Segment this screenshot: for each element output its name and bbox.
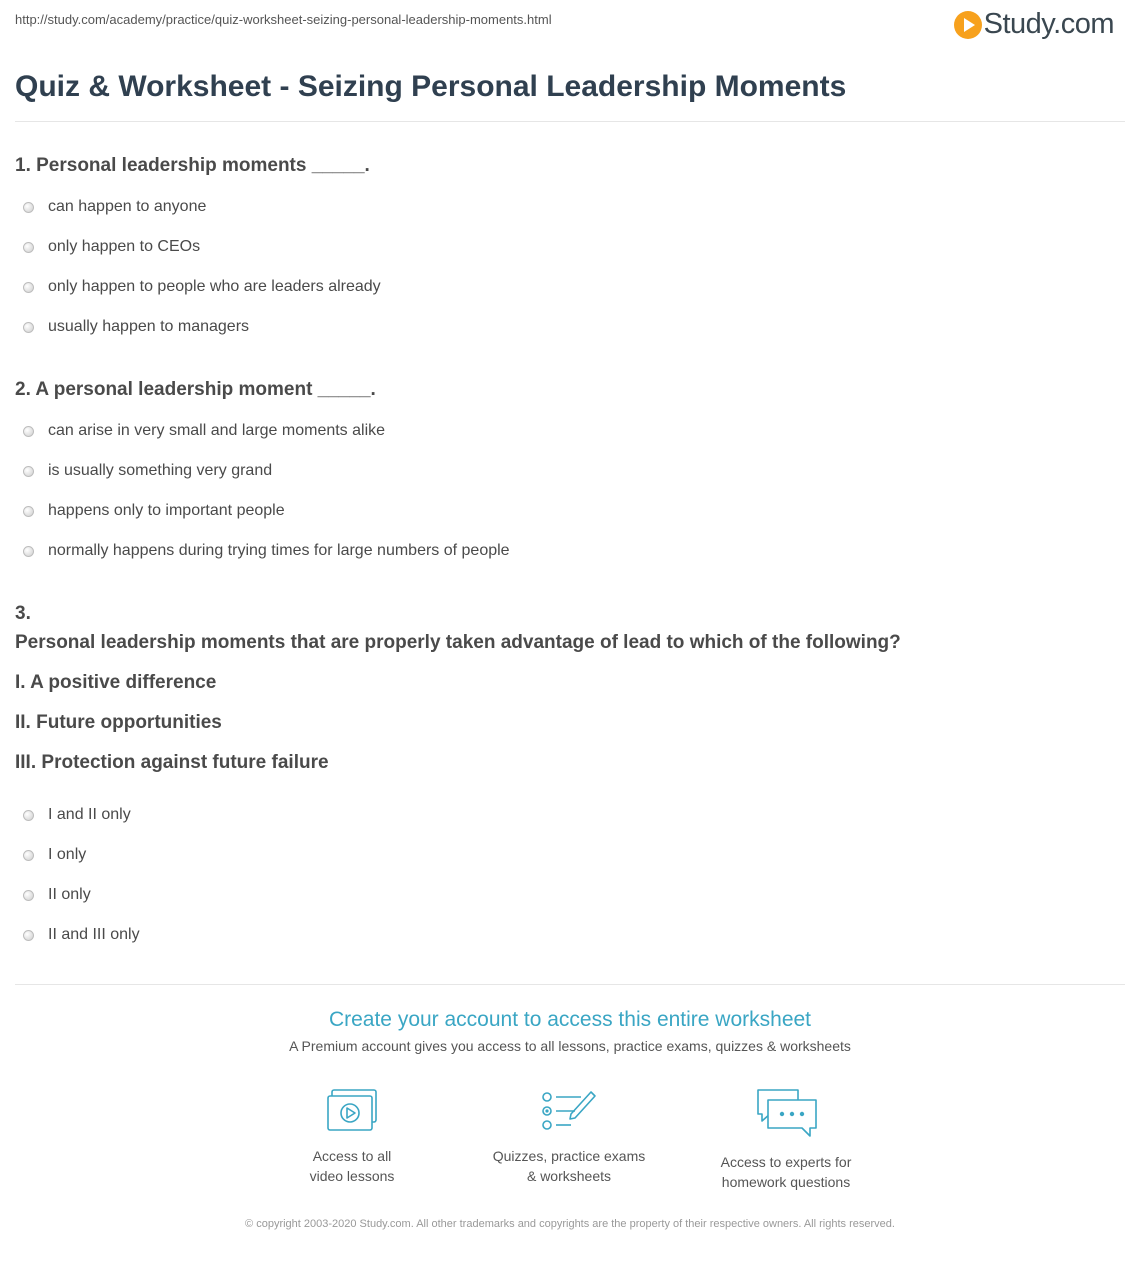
answer-option[interactable]: [23, 806, 131, 824]
radio-button[interactable]: [23, 426, 34, 437]
radio-button[interactable]: [23, 546, 34, 557]
page-url: http://study.com/academy/practice/quiz-worksheet-seizing-personal-leadership-moments.html: [15, 12, 552, 27]
chat-bubbles-icon: [754, 1088, 818, 1140]
radio-button[interactable]: [23, 282, 34, 293]
option-label: can happen to anyone: [48, 198, 207, 215]
option-label: only happen to people who are leaders already: [48, 278, 381, 295]
answer-option[interactable]: [23, 278, 381, 296]
option-label: I only: [48, 846, 87, 863]
radio-button[interactable]: [23, 506, 34, 517]
answer-option[interactable]: [23, 926, 140, 944]
feature-label-line: video lessons: [309, 1168, 395, 1184]
radio-button[interactable]: [23, 890, 34, 901]
page-title: Quiz & Worksheet - Seizing Personal Leadership Moments: [15, 70, 847, 103]
create-account-link[interactable]: Create your account to access this entire worksheet: [328, 1008, 812, 1031]
question-3-statement: III. Protection against future failure: [15, 752, 329, 773]
answer-option[interactable]: [23, 886, 91, 904]
question-1-text: 1. Personal leadership moments _____.: [15, 155, 370, 176]
question-2-text: 2. A personal leadership moment _____.: [15, 379, 376, 400]
radio-button[interactable]: [23, 322, 34, 333]
feature-label-line: & worksheets: [526, 1168, 612, 1184]
feature-experts: [686, 1088, 886, 1192]
radio-button[interactable]: [23, 466, 34, 477]
video-lessons-icon: [326, 1088, 378, 1134]
question-3-number: 3.: [15, 603, 31, 624]
play-logo-icon: [954, 11, 982, 39]
answer-option[interactable]: [23, 462, 272, 480]
question-3-statement: I. A positive difference: [15, 672, 217, 693]
answer-option[interactable]: [23, 846, 86, 864]
option-label: usually happen to managers: [48, 318, 250, 335]
radio-button[interactable]: [23, 930, 34, 941]
option-label: II only: [48, 886, 91, 903]
radio-button[interactable]: [23, 202, 34, 213]
title-divider: [15, 121, 1125, 122]
section-divider: [15, 984, 1125, 985]
logo-text: Study.com: [983, 8, 1114, 40]
option-label: normally happens during trying times for large numbers of people: [48, 542, 510, 559]
question-3-text: Personal leadership moments that are properly taken advantage of lead to which of the following?: [15, 632, 901, 653]
option-label: happens only to important people: [48, 502, 285, 519]
option-label: is usually something very grand: [48, 462, 273, 479]
option-label: I and II only: [48, 806, 131, 823]
feature-label-line: Quizzes, practice exams: [492, 1148, 646, 1164]
radio-button[interactable]: [23, 810, 34, 821]
premium-description: A Premium account gives you access to all lessons, practice exams, quizzes & worksheets: [289, 1038, 851, 1054]
radio-button[interactable]: [23, 850, 34, 861]
answer-option[interactable]: [23, 238, 200, 256]
option-label: can arise in very small and large moments alike: [48, 422, 386, 439]
answer-option[interactable]: [23, 422, 385, 440]
copyright-notice: © copyright 2003-2020 Study.com. All other trademarks and copyrights are the property of their respective owners. All rights reserved.: [245, 1218, 895, 1230]
quiz-checklist-icon: [541, 1088, 597, 1134]
feature-label-line: Access to experts for: [720, 1154, 852, 1170]
study-logo[interactable]: [954, 8, 1114, 41]
feature-label-line: Access to all: [312, 1148, 392, 1164]
answer-option[interactable]: [23, 318, 249, 336]
option-label: II and III only: [48, 926, 140, 943]
question-3-statement: II. Future opportunities: [15, 712, 222, 733]
feature-quizzes: [469, 1088, 669, 1186]
answer-option[interactable]: [23, 542, 510, 560]
feature-video-lessons: [252, 1088, 452, 1186]
answer-option[interactable]: [23, 502, 285, 520]
radio-button[interactable]: [23, 242, 34, 253]
option-label: only happen to CEOs: [48, 238, 201, 255]
answer-option[interactable]: [23, 198, 206, 216]
feature-label-line: homework questions: [721, 1174, 851, 1190]
